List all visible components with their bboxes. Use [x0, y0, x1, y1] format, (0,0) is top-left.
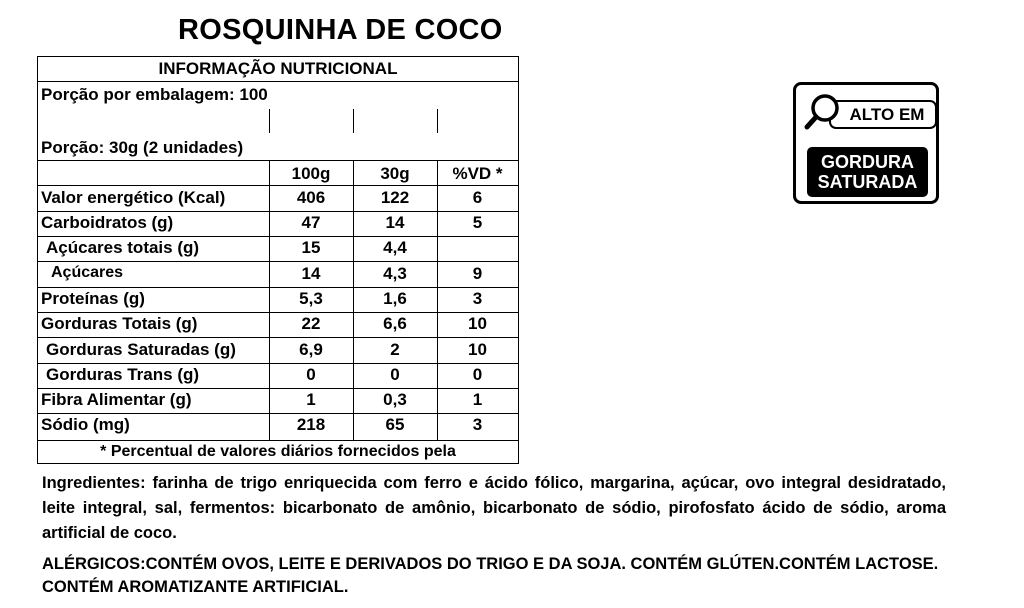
value-vd: 6: [472, 188, 483, 207]
value-vd: 10: [468, 314, 487, 333]
product-title: ROSQUINHA DE COCO: [178, 14, 503, 46]
nutrient-label: Valor energético (Kcal): [41, 188, 226, 207]
nutrient-label: Fibra Alimentar (g): [41, 390, 192, 409]
nutrition-table: INFORMAÇÃO NUTRICIONAL Porção por embalagem: 100 Porção: 30g (2 unidades) 100g 30g %VD * Valor energético (Kcal) 406 122 6 Carboidratos (g) 47 14 5 Açúcares totais (g) 15 4,4 Açúcares 14 4,3 9 Proteínas (g) 5,3 1,6 3 Gorduras Totais (g) 22 6,6 10 Gorduras Saturadas (g) 6,9 2 10 Gorduras Trans (g) 0 0 0 Fibra Alimentar (g) 1 0,3 1 Sódio (mg) 218 65 3 * Percentual de valores diários fornecidos pela: [37, 56, 519, 464]
value-100g: 1: [306, 390, 316, 409]
value-vd: 5: [472, 213, 483, 232]
nutrient-label: Gorduras Saturadas (g): [46, 340, 236, 359]
nutrient-label: Carboidratos (g): [41, 213, 174, 232]
high-saturated-fat-seal: [793, 82, 939, 204]
nutrient-label: Açúcares totais (g): [46, 238, 200, 257]
value-vd: 0: [472, 365, 483, 384]
value-vd: 3: [472, 415, 483, 434]
allergens-text: ALÉRGICOS:CONTÉM OVOS, LEITE E DERIVADOS DO TRIGO E DA SOJA. CONTÉM GLÚTEN.CONTÉM LACTOSE. CONTÉM AROMATIZANTE ARTIFICIAL.: [42, 555, 939, 596]
value-30g: 4,4: [383, 238, 407, 257]
value-30g: 65: [385, 415, 405, 434]
column-header-100g: 100g: [291, 164, 331, 183]
value-100g: 5,3: [299, 289, 323, 308]
nutrient-label: Proteínas (g): [41, 289, 145, 308]
value-30g: 2: [390, 340, 400, 359]
value-30g: 0,3: [383, 390, 407, 409]
nutrient-label: Gorduras Trans (g): [46, 365, 200, 384]
column-header-vd: %VD *: [452, 164, 503, 183]
nutrient-label: Gorduras Totais (g): [41, 314, 198, 333]
ingredients-text: Ingredientes: farinha de trigo enriquecida com ferro e ácido fólico, margarina, açúcar, ovo integral desidratado, leite integral, sal, fermentos: bicarbonato de amônio, bicarbonato de sódio, pirofosfato ácido de sódio, aroma artificial de coco.: [42, 474, 946, 542]
value-100g: 0: [306, 365, 316, 384]
value-100g: 218: [296, 415, 326, 434]
value-100g: 15: [301, 238, 321, 257]
table-footnote: * Percentual de valores diários fornecidos pela: [100, 443, 456, 460]
value-vd: 1: [472, 390, 483, 409]
seal-bottom-label: GORDURA SATURADA: [807, 147, 928, 197]
value-vd: 10: [468, 340, 487, 359]
value-30g: 1,6: [383, 289, 407, 308]
value-30g: 4,3: [383, 264, 407, 283]
value-30g: 14: [385, 213, 405, 232]
value-30g: 122: [380, 188, 410, 207]
value-100g: 6,9: [299, 340, 323, 359]
magnifying-glass-icon: [803, 91, 843, 131]
value-100g: 47: [301, 213, 321, 232]
value-100g: 406: [296, 188, 326, 207]
value-30g: 6,6: [383, 314, 407, 333]
seal-top-label: ALTO EM: [829, 100, 937, 129]
value-30g: 0: [390, 365, 400, 384]
nutrient-label: Sódio (mg): [41, 415, 130, 434]
value-100g: 22: [301, 314, 321, 333]
value-vd: 9: [472, 264, 483, 283]
nutrition-heading: INFORMAÇÃO NUTRICIONAL: [158, 59, 398, 78]
column-header-30g: 30g: [380, 164, 410, 183]
value-vd: 3: [472, 289, 483, 308]
nutrient-label: Açúcares: [51, 264, 124, 281]
value-100g: 14: [301, 264, 321, 283]
